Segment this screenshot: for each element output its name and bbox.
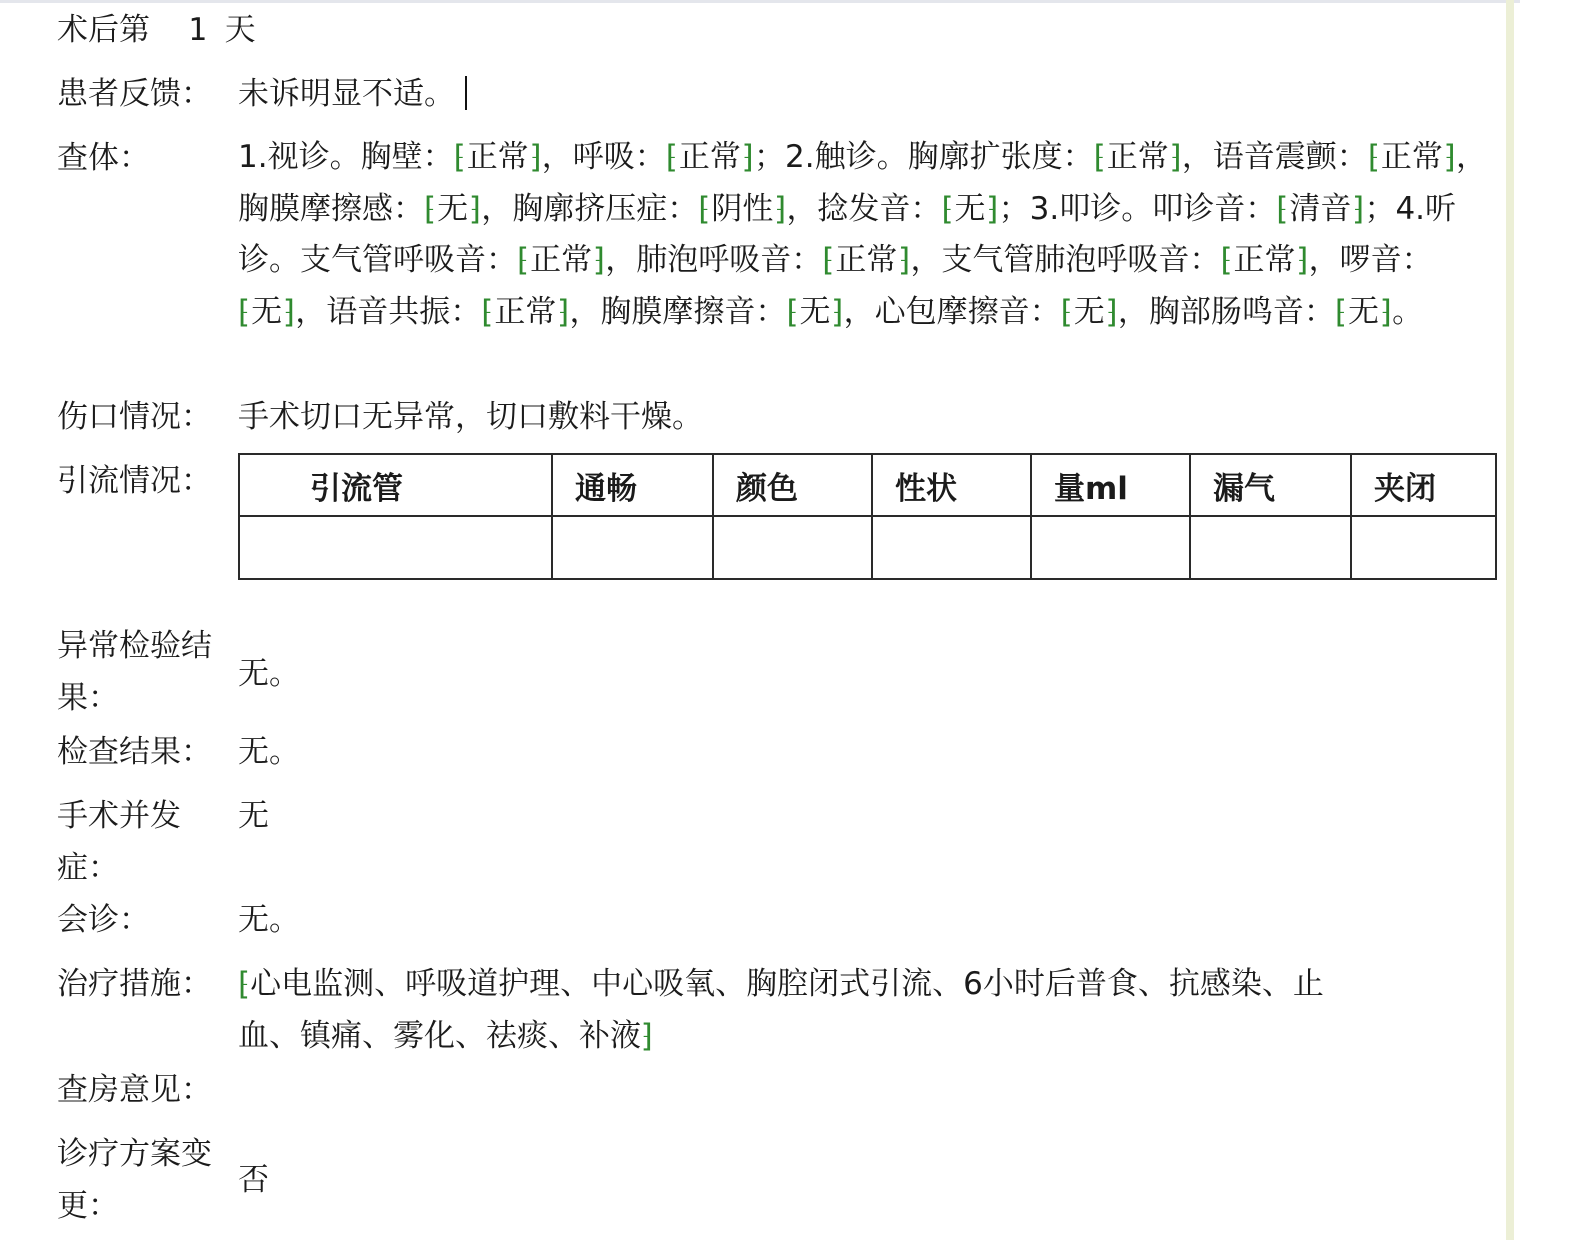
feedback-label: 患者反馈： bbox=[57, 76, 212, 112]
exam-static-text: ，啰音： bbox=[1308, 242, 1433, 279]
complications-label-line1: 手术并发 bbox=[57, 798, 181, 834]
exam-field-value[interactable]: ⁅ 正常 ⁆ bbox=[1368, 139, 1456, 175]
drainage-cell-volume[interactable] bbox=[1031, 516, 1190, 579]
exam-results-label: 检查结果： bbox=[57, 734, 212, 770]
exam-field-value[interactable]: ⁅ 无 ⁆ bbox=[1335, 294, 1392, 330]
exam-field-value[interactable]: ⁅ 正常 ⁆ bbox=[1220, 242, 1308, 278]
exam-static-text: ，语音共振： bbox=[295, 293, 482, 330]
complications-label-line2: 症： bbox=[57, 850, 119, 886]
exam-static-text: ，胸膜摩擦感： bbox=[238, 139, 1488, 227]
postop-day-suffix: 天 bbox=[224, 12, 256, 48]
table-row bbox=[239, 516, 1496, 579]
exam-field-value[interactable]: ⁅ 正常 ⁆ bbox=[822, 242, 910, 278]
exam-field-value[interactable]: ⁅ 正常 ⁆ bbox=[454, 139, 542, 175]
drainage-col-air-leak: 漏气 bbox=[1190, 454, 1351, 516]
exam-field-value[interactable]: ⁅ 清音 ⁆ bbox=[1276, 191, 1364, 227]
exam-static-text: ，胸部肠鸣音： bbox=[1117, 293, 1335, 330]
wound-label: 伤口情况： bbox=[57, 399, 212, 435]
treatment-line2[interactable]: 血、镇痛、雾化、祛痰、补液 bbox=[238, 1018, 641, 1054]
drainage-col-patency: 通畅 bbox=[552, 454, 713, 516]
exam-static-text: ，呼吸： bbox=[541, 139, 666, 175]
drainage-table[interactable] bbox=[238, 453, 1497, 580]
treatment-label: 治疗措施： bbox=[57, 966, 212, 1002]
feedback-text[interactable]: 未诉明显不适。 bbox=[238, 76, 455, 112]
rounds-opinion-label: 查房意见： bbox=[57, 1072, 212, 1108]
exam-static-text: 1.视诊。胸壁： bbox=[238, 139, 454, 175]
drainage-col-volume: 量ml bbox=[1031, 454, 1190, 516]
drainage-col-color: 颜色 bbox=[713, 454, 872, 516]
exam-static-text: ，胸廓挤压症： bbox=[481, 190, 699, 227]
exam-field-value[interactable]: ⁅ 无 ⁆ bbox=[238, 294, 295, 330]
exam-field-value[interactable]: ⁅ 正常 ⁆ bbox=[666, 139, 754, 175]
exam-static-text: ；4.听诊。支气管呼吸音： bbox=[238, 190, 1457, 279]
exam-static-text: ，胸膜摩擦音： bbox=[569, 293, 787, 330]
exam-static-text: ，语音震颤： bbox=[1181, 139, 1368, 175]
abnormal-labs-label-line1: 异常检验结 bbox=[57, 628, 212, 664]
drainage-col-tube: 引流管 bbox=[239, 454, 552, 516]
postop-day-line bbox=[57, 4, 256, 56]
drainage-cell-air-leak[interactable] bbox=[1190, 516, 1351, 579]
exam-static-text: ，肺泡呼吸音： bbox=[605, 242, 823, 279]
drainage-col-character: 性状 bbox=[872, 454, 1031, 516]
consultation-value[interactable]: 无。 bbox=[238, 902, 300, 938]
text-caret bbox=[465, 76, 467, 110]
drainage-cell-character[interactable] bbox=[872, 516, 1031, 579]
drainage-cell-clamped[interactable] bbox=[1351, 516, 1496, 579]
exam-static-text: 。 bbox=[1392, 293, 1424, 330]
drainage-cell-patency[interactable] bbox=[552, 516, 713, 579]
drainage-label: 引流情况： bbox=[57, 463, 212, 499]
postop-day-prefix: 术后第 bbox=[57, 12, 150, 48]
abnormal-labs-label-line2: 果： bbox=[57, 680, 119, 716]
abnormal-labs-value[interactable]: 无。 bbox=[238, 656, 300, 692]
exam-field-value[interactable]: ⁅ 正常 ⁆ bbox=[517, 242, 605, 278]
wound-value[interactable]: 手术切口无异常，切口敷料干燥。 bbox=[238, 399, 703, 435]
exam-static-text: ；2.触诊。胸廓扩张度： bbox=[754, 139, 1094, 175]
exam-static-text: ，支气管肺泡呼吸音： bbox=[910, 242, 1221, 279]
field-open-bracket-icon: ⁅ bbox=[238, 966, 251, 1002]
exam-field-value[interactable]: ⁅ 正常 ⁆ bbox=[481, 294, 569, 330]
feedback-value[interactable] bbox=[238, 68, 467, 120]
postop-day-number[interactable]: 1 bbox=[188, 12, 207, 48]
drainage-col-clamped: 夹闭 bbox=[1351, 454, 1496, 516]
exam-text[interactable] bbox=[238, 132, 1500, 338]
exam-results-value[interactable]: 无。 bbox=[238, 734, 300, 770]
exam-static-text: ，捻发音： bbox=[786, 190, 942, 227]
treatment-value[interactable] bbox=[238, 958, 1324, 1010]
plan-change-value[interactable]: 否 bbox=[238, 1162, 269, 1198]
exam-field-value[interactable]: ⁅ 无 ⁆ bbox=[786, 294, 843, 330]
exam-field-value[interactable]: ⁅ 无 ⁆ bbox=[941, 191, 998, 227]
drainage-header-row bbox=[239, 454, 1496, 516]
field-close-bracket-icon: ⁆ bbox=[641, 1018, 654, 1054]
editor-right-margin bbox=[1506, 0, 1514, 1240]
exam-label: 查体： bbox=[57, 140, 150, 176]
consultation-label: 会诊： bbox=[57, 902, 150, 938]
exam-field-value[interactable]: ⁅ 阴性 ⁆ bbox=[698, 191, 786, 227]
drainage-cell-color[interactable] bbox=[713, 516, 872, 579]
exam-field-value[interactable]: ⁅ 正常 ⁆ bbox=[1094, 139, 1182, 175]
exam-static-text: ；3.叩诊。叩诊音： bbox=[998, 190, 1277, 227]
plan-change-label-line2: 更： bbox=[57, 1188, 119, 1224]
exam-field-value[interactable]: ⁅ 无 ⁆ bbox=[1061, 294, 1118, 330]
treatment-value-line2[interactable] bbox=[238, 1010, 653, 1062]
treatment-line1[interactable]: 心电监测、呼吸道护理、中心吸氧、胸腔闭式引流、6小时后普食、抗感染、止 bbox=[250, 966, 1324, 1002]
exam-field-value[interactable]: ⁅ 无 ⁆ bbox=[424, 191, 481, 227]
exam-static-text: ，心包摩擦音： bbox=[843, 293, 1061, 330]
complications-value[interactable]: 无 bbox=[238, 798, 269, 834]
drainage-cell-tube[interactable] bbox=[239, 516, 552, 579]
plan-change-label-line1: 诊疗方案变 bbox=[57, 1136, 212, 1172]
